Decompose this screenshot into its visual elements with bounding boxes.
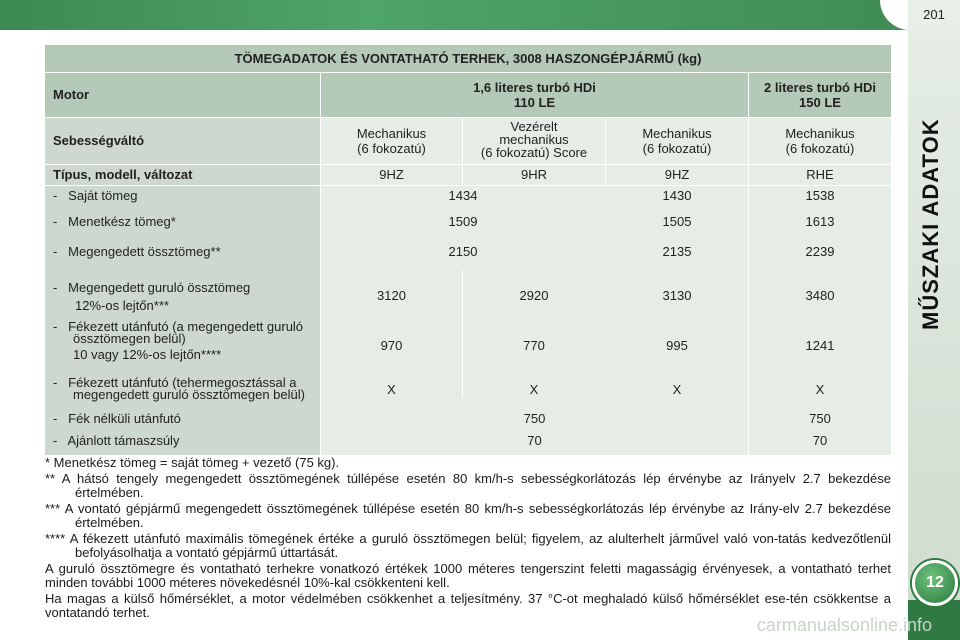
nose-load-value-12: 70 (527, 433, 542, 448)
engine1-header (321, 73, 748, 117)
ready-weight-value-4: 1613 (805, 214, 835, 229)
row-label-unbraked-trailer: - Fék nélküli utánfutó (53, 411, 181, 426)
braked-trailer-label-3: 10 vagy 12%-os lejtőn**** (73, 347, 222, 362)
divider (45, 117, 891, 118)
gearbox-col2-l3: (6 fokozatú) Score (480, 145, 588, 160)
divider (45, 72, 891, 73)
footnote-4: **** A fékezett utánfutó maximális tömegének értéke a guruló össztömegen belül; figyelem, az alulterhelt járművel való von-tatás kedvezőtlenül befolyásolhatja a vontató gépjármű úttartását. (45, 531, 891, 560)
own-weight-value-3: 1430 (662, 188, 692, 203)
ready-weight-value-3: 1505 (662, 214, 692, 229)
gearbox-col4 (749, 118, 891, 164)
rolling-total-value-4: 3480 (805, 288, 835, 303)
row-label-own-weight: - Saját tömeg (53, 188, 138, 203)
row-label-ready-weight: - Menetkész tömeg* (53, 214, 176, 229)
rolling-total-value-1: 3120 (377, 288, 406, 303)
unbraked-trailer-value-4: 750 (809, 411, 831, 426)
divider (45, 185, 891, 186)
chapter-badge: 12 (912, 560, 958, 606)
gearbox-col3-l1: Mechanikus (642, 126, 712, 141)
braked-trailer-load-value-2: X (529, 382, 539, 397)
braked-trailer-value-4: 1241 (805, 338, 835, 353)
paragraph-temperature: Ha magas a külső hőmérséklet, a motor védelmében csökkenhet a teljesítmény. 37 °C-ot meghaladó külső hőmérséklet ese-tén csökkentse a vontatandó terhet. (45, 591, 891, 620)
engine2-line1: 2 literes turbó HDi (764, 80, 876, 95)
divider (748, 73, 749, 455)
engine1-line2: 110 LE (513, 95, 556, 110)
gearbox-col3-l2: (6 fokozatú) (642, 141, 712, 156)
braked-trailer-value-2: 770 (523, 338, 545, 353)
nose-load-value-4: 70 (812, 433, 828, 448)
engine2-header (749, 73, 891, 117)
braked-trailer-load-label-1: - Fékezett utánfutó (tehermegosztással a (53, 375, 297, 390)
section-title: MŰSZAKI ADATOK (918, 118, 943, 330)
engine1-line1: 1,6 literes turbó HDi (473, 80, 596, 95)
gearbox-col4-l1: Mechanikus (785, 126, 855, 141)
gearbox-col1 (321, 118, 462, 164)
row-label-allowed-total: - Megengedett össztömeg** (53, 244, 221, 259)
braked-trailer-label-1: - Fékezett utánfutó (a megengedett guruló (53, 319, 304, 334)
ready-weight-value-12: 1509 (448, 214, 478, 229)
allowed-total-value-4: 2239 (805, 244, 835, 259)
rolling-total-label-2: 12%-os lejtőn*** (75, 298, 169, 313)
top-header-band (0, 0, 908, 30)
engine2-line2: 150 LE (799, 95, 841, 110)
paragraph-altitude: A guruló össztömegre és vontatható terhekre vonatkozó értékek 1000 méteres tengerszint feletti magasságig érvényesek, a vontatható terhet minden további 1000 méteres növekedésnél 10%-kal csökkenteni kell. (45, 561, 891, 590)
gearbox-col2-l2: mechanikus (499, 132, 569, 147)
weights-table (45, 45, 891, 455)
type-col4: RHE (806, 167, 834, 182)
braked-trailer-value-1: 970 (380, 338, 403, 353)
footnote-3: *** A vontató gépjármű megengedett össztömegének túllépése esetén 80 km/h-s sebességkorlátozás lép érvénybe az Irány-elv 2.7 bekezdése értelmében. (45, 501, 891, 530)
type-col3: 9HZ (664, 167, 690, 182)
divider (462, 118, 463, 186)
divider (605, 118, 606, 186)
allowed-total-value-3: 2135 (662, 244, 692, 259)
divider (320, 73, 321, 455)
braked-trailer-value-3: 995 (666, 338, 688, 353)
motor-label: Motor (45, 73, 320, 117)
braked-trailer-load-value-3: X (672, 382, 682, 397)
footnotes (45, 456, 891, 622)
table-title: TÖMEGADATOK ÉS VONTATHATÓ TERHEK, 3008 HASZONGÉPJÁRMŰ (kg) (45, 45, 891, 72)
type-col2: 9HR (520, 167, 547, 182)
page-number: 201 (908, 0, 960, 30)
own-weight-value-12: 1434 (448, 188, 478, 203)
type-col1: 9HZ (379, 167, 404, 182)
own-weight-value-4: 1538 (805, 188, 835, 203)
footnote-1: * Menetkész tömeg = saját tömeg + vezető (75 kg). (45, 455, 340, 470)
braked-trailer-label-2: össztömegen belül) (73, 331, 186, 346)
type-label: Típus, modell, változat (45, 165, 320, 185)
gearbox-col3 (606, 118, 748, 164)
row-label-braked-trailer-load (53, 377, 318, 401)
gearbox-col4-l2: (6 fokozatú) (785, 141, 855, 156)
rolling-total-value-2: 2920 (519, 288, 549, 303)
row-label-braked-trailer (53, 321, 318, 361)
row-label-nose-load: - Ajánlott támaszsúly (53, 433, 180, 448)
gearbox-col2 (463, 118, 605, 164)
rolling-total-label-1: - Megengedett guruló össztömeg (53, 280, 251, 295)
braked-trailer-load-value-4: X (815, 382, 825, 397)
gearbox-col2-l1: Vezérelt (510, 119, 558, 134)
gearbox-col1-l2: (6 fokozatú) (357, 141, 426, 156)
watermark: carmanualsonline.info (756, 615, 932, 635)
braked-trailer-load-value-1: X (387, 382, 396, 397)
gearbox-label: Sebességváltó (45, 118, 320, 164)
braked-trailer-load-label-2: megengedett guruló össztömegen belül) (73, 387, 305, 402)
rolling-total-value-3: 3130 (662, 288, 692, 303)
allowed-total-value-12: 2150 (448, 244, 478, 259)
footnote-2: ** A hátsó tengely megengedett össztömegének túllépése esetén 80 km/h-s sebességkorlátozás lép érvénybe az Irányelv 2.7 bekezdése értelmében. (45, 471, 891, 500)
divider (45, 164, 891, 165)
row-label-rolling-total (53, 279, 318, 315)
unbraked-trailer-value-12: 750 (523, 411, 546, 426)
gearbox-col1-l1: Mechanikus (356, 126, 427, 141)
